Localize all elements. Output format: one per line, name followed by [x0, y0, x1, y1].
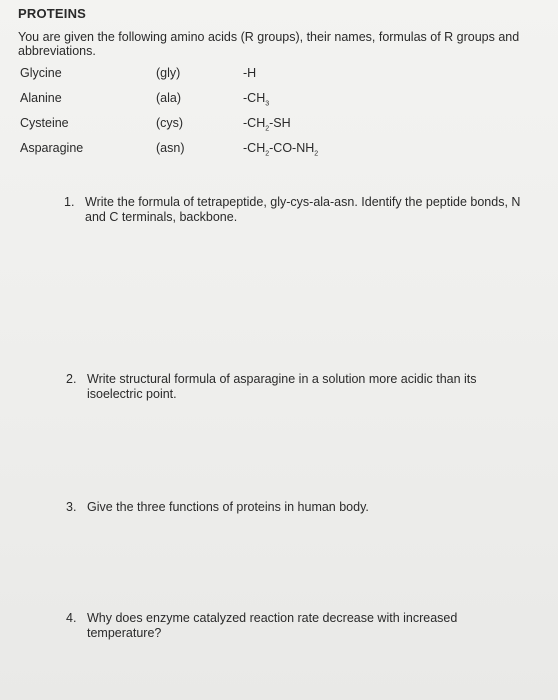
formula-subscript: 2 — [265, 150, 270, 158]
intro-paragraph: You are given the following amino acids (R groups), their names, formulas of R groups and abbreviations. — [18, 30, 520, 58]
amino-acid-abbreviation: (asn) — [156, 141, 185, 155]
formula-part: -SH — [269, 116, 291, 130]
amino-acid-name: Glycine — [20, 66, 62, 80]
formula-part: -CH — [243, 91, 266, 105]
question-text: Write structural formula of asparagine in a solution more acidic than its isoelectric point. — [87, 372, 477, 401]
question-3 — [66, 500, 516, 515]
question-2 — [66, 372, 516, 402]
page-title: PROTEINS — [18, 6, 87, 21]
r-group-formula — [243, 66, 256, 80]
r-group-formula — [243, 91, 269, 108]
formula-part: -CO-NH — [269, 141, 315, 155]
question-text: Give the three functions of proteins in human body. — [87, 500, 369, 514]
question-number: 4. — [66, 611, 77, 625]
formula-subscript: 3 — [265, 100, 270, 108]
formula-subscript: 2 — [265, 125, 270, 133]
question-number: 1. — [64, 195, 75, 209]
question-text: Write the formula of tetrapeptide, gly-cys-ala-asn. Identify the peptide bonds, N and C terminals, backbone. — [85, 195, 521, 224]
amino-acid-abbreviation: (gly) — [156, 66, 181, 80]
amino-acid-abbreviation: (ala) — [156, 91, 182, 105]
formula-part: -H — [243, 66, 257, 80]
r-group-formula — [243, 116, 291, 133]
question-text: Why does enzyme catalyzed reaction rate decrease with increased temperature? — [87, 611, 458, 640]
amino-acid-name: Alanine — [20, 91, 62, 105]
question-4 — [66, 611, 516, 641]
formula-part: -CH — [243, 116, 266, 130]
amino-acid-name: Asparagine — [20, 141, 84, 155]
question-number: 2. — [66, 372, 77, 386]
question-1 — [64, 195, 539, 225]
formula-part: -CH — [243, 141, 266, 155]
formula-subscript: 2 — [314, 150, 319, 158]
r-group-formula — [243, 141, 318, 158]
question-number: 3. — [66, 500, 77, 514]
amino-acid-name: Cysteine — [20, 116, 69, 130]
amino-acid-abbreviation: (cys) — [156, 116, 184, 130]
